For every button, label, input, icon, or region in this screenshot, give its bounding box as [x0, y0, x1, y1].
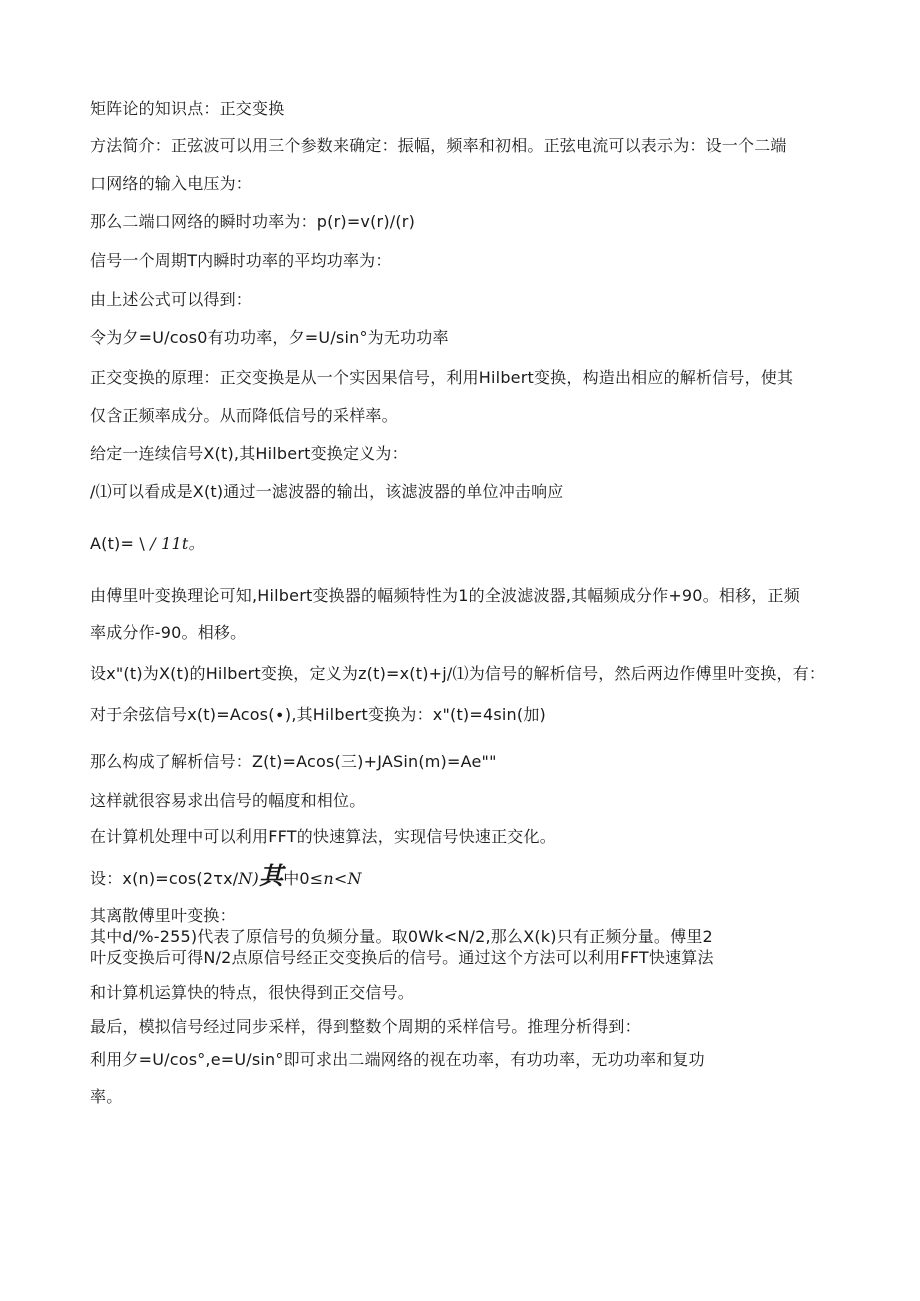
formula-line: [90, 533, 205, 555]
paragraph-line: 在计算机处理中可以利用FFT的快速算法，实现信号快速正交化。: [90, 827, 556, 846]
paragraph-line: 那么构成了解析信号：Z(t)=Acos(三)+JASin(m)=Ae"": [90, 752, 497, 771]
paragraph-line: 叶反变换后可得N/2点原信号经正交变换后的信号。通过这个方法可以利用FFT快速算法: [90, 948, 714, 967]
paragraph-line: 给定一连续信号X(t),其Hilbert变换定义为：: [90, 444, 408, 463]
paragraph-line: 令为夕=U∕cos0有功功率，夕=U∕sin°为无功功率: [90, 328, 449, 347]
formula-italic: / 11t。: [150, 534, 205, 553]
formula-text: 设：x(n)=cos(2τx/: [90, 869, 239, 888]
paragraph-line: 设x"(t)为X(t)的Hilbert变换，定义为z(t)=x(t)+j/⑴为信号的解析信号，然后两边作傅里叶变换，有：: [90, 664, 826, 683]
paragraph-line: 率。: [90, 1087, 123, 1106]
heading-line: 矩阵论的知识点：正交变换: [90, 99, 285, 118]
paragraph-line: /⑴可以看成是X(t)通过一滤波器的输出，该滤波器的单位冲击响应: [90, 482, 564, 501]
paragraph-line: 由上述公式可以得到：: [90, 290, 253, 309]
formula-line: [90, 862, 362, 893]
formula-italic: ≤n<N: [309, 869, 362, 888]
formula-italic: N): [238, 869, 259, 888]
paragraph-line: 正交变换的原理：正交变换是从一个实因果信号，利用Hilbert变换，构造出相应的解析信号，使其: [90, 368, 794, 387]
formula-text: 中0: [283, 869, 310, 888]
paragraph-line: 和计算机运算快的特点，很快得到正交信号。: [90, 983, 415, 1002]
paragraph-line: 其离散傅里叶变换：: [90, 906, 236, 925]
formula-text: A(t)= \: [90, 534, 151, 553]
paragraph-line: 率成分作-90。相移。: [90, 623, 247, 642]
paragraph-line: 信号一个周期T内瞬时功率的平均功率为：: [90, 251, 392, 270]
paragraph-line: 其中d∕%-255)代表了原信号的负频分量。取0Wk<N∕2,那么X(k)只有正频分量。傅里2: [90, 927, 713, 946]
paragraph-line: 由傅里叶变换理论可知,Hilbert变换器的幅频特性为1的全波滤波器,其幅频成分作+90。相移，正频: [90, 586, 800, 605]
formula-large-char: 其: [259, 861, 284, 890]
paragraph-line: 利用夕=U∕cos°,e=U∕sin°即可求出二端网络的视在功率，有功功率，无功功率和复功: [90, 1050, 705, 1069]
paragraph-line: 方法简介：正弦波可以用三个参数来确定：振幅，频率和初相。正弦电流可以表示为：设一个二端: [90, 136, 787, 155]
paragraph-line: 仅含正频率成分。从而降低信号的采样率。: [90, 406, 398, 425]
paragraph-line: 口网络的输入电压为：: [90, 174, 253, 193]
paragraph-line: 那么二端口网络的瞬时功率为：p(r)=v(r)∕(r): [90, 212, 416, 231]
paragraph-line: 这样就很容易求出信号的幅度和相位。: [90, 791, 366, 810]
paragraph-line: 最后，模拟信号经过同步采样，得到整数个周期的采样信号。推理分析得到：: [90, 1017, 641, 1036]
paragraph-line: 对于余弦信号x(t)=Acos(∙),其Hilbert变换为：x"(t)=4sin(加): [90, 705, 546, 724]
